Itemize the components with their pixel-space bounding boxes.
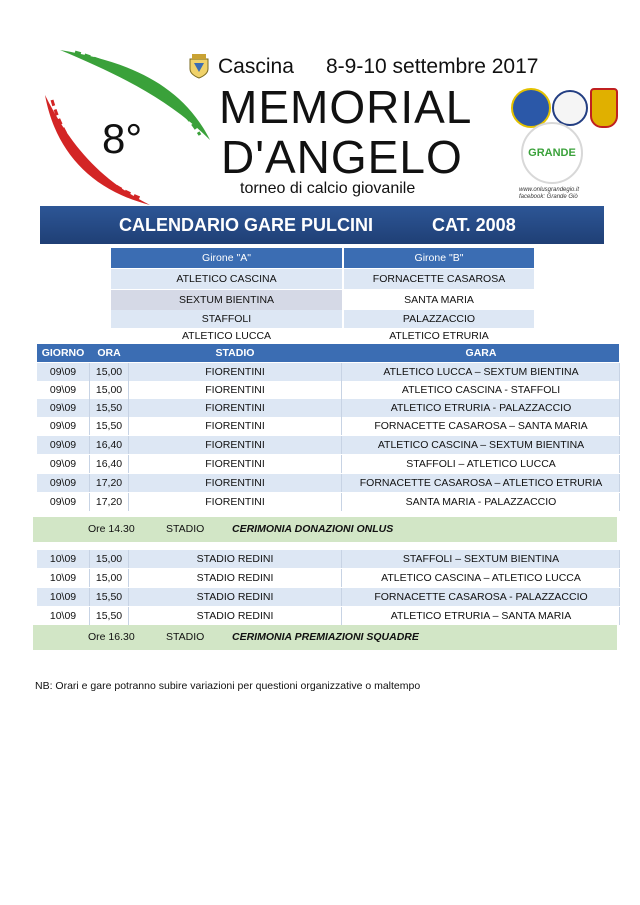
cell-ora: 17,20 (90, 474, 129, 492)
cell-giorno: 09\09 (37, 381, 90, 399)
girone-b-team: ATLETICO ETRURIA (344, 328, 534, 344)
cell-gara: FORNACETTE CASAROSA – ATLETICO ETRURIA (343, 474, 620, 492)
cell-stadio: STADIO REDINI (129, 569, 342, 587)
cell-ora: 15,50 (90, 607, 129, 625)
table-row (37, 588, 619, 606)
cell-gara: ATLETICO CASCINA – ATLETICO LUCCA (343, 569, 620, 587)
sponsor-logo-shield-icon (590, 88, 618, 128)
banner-title: CALENDARIO GARE PULCINI (119, 215, 374, 235)
table-row (37, 381, 619, 399)
cell-gara: ATLETICO CASCINA - STAFFOLI (343, 381, 620, 399)
cell-stadio: FIORENTINI (129, 436, 342, 454)
girone-b-team: SANTA MARIA (344, 290, 534, 310)
cell-ora: 15,00 (90, 363, 129, 381)
table-row (37, 550, 619, 568)
cell-ora: 17,20 (90, 493, 129, 511)
footnote: NB: Orari e gare potranno subire variazioni per questioni organizzative o maltempo (35, 680, 421, 692)
title-memorial: MEMORIAL (219, 81, 473, 133)
cell-stadio: FIORENTINI (129, 493, 342, 511)
header-gara: GARA (465, 347, 497, 359)
cell-stadio: STADIO REDINI (129, 550, 342, 568)
girone-a-team: SEXTUM BIENTINA (111, 290, 342, 310)
cell-stadio: FIORENTINI (129, 474, 342, 492)
title-dangelo: D'ANGELO (221, 131, 463, 183)
table-row (37, 399, 619, 417)
cascina-crest-icon (188, 53, 210, 79)
cell-stadio: FIORENTINI (129, 381, 342, 399)
cell-giorno: 10\09 (37, 550, 90, 568)
grande-gio-logo-text: GRANDE (528, 147, 576, 159)
cell-giorno: 10\09 (37, 588, 90, 606)
cell-giorno: 09\09 (37, 455, 90, 473)
girone-a-team: STAFFOLI (111, 310, 342, 328)
edition-number: 8° (102, 115, 143, 162)
event-title: CERIMONIA DONAZIONI ONLUS (232, 523, 394, 535)
cell-giorno: 09\09 (37, 474, 90, 492)
table-row (37, 436, 619, 454)
cell-stadio: FIORENTINI (129, 455, 342, 473)
cell-giorno: 09\09 (37, 436, 90, 454)
event-time: Ore 14.30 (88, 523, 135, 535)
cell-ora: 15,00 (90, 569, 129, 587)
event-row-premiazioni (33, 625, 617, 650)
cell-stadio: FIORENTINI (129, 363, 342, 381)
cell-gara: FORNACETTE CASAROSA – SANTA MARIA (343, 417, 620, 435)
cell-gara: STAFFOLI – SEXTUM BIENTINA (343, 550, 620, 568)
tournament-dates: 8-9-10 settembre 2017 (326, 55, 539, 78)
table-row (37, 455, 619, 473)
schedule-header-row (37, 344, 619, 362)
cell-ora: 16,40 (90, 436, 129, 454)
girone-a-team: ATLETICO CASCINA (111, 269, 342, 289)
cell-gara: ATLETICO ETRURIA - PALAZZACCIO (343, 399, 620, 417)
calendar-banner (40, 206, 604, 244)
cell-gara: FORNACETTE CASAROSA - PALAZZACCIO (343, 588, 620, 606)
cell-ora: 15,00 (90, 381, 129, 399)
girone-b-team: FORNACETTE CASAROSA (344, 269, 534, 289)
cell-stadio: STADIO REDINI (129, 588, 342, 606)
girone-a-header: Girone "A" (111, 248, 342, 268)
table-row (37, 363, 619, 381)
table-row (37, 607, 619, 625)
sponsor-logo-soccer-icon (552, 90, 588, 126)
cell-gara: SANTA MARIA - PALAZZACCIO (343, 493, 620, 511)
cell-gara: STAFFOLI – ATLETICO LUCCA (343, 455, 620, 473)
grande-gio-logo (521, 122, 583, 184)
cell-giorno: 09\09 (37, 417, 90, 435)
cell-giorno: 09\09 (37, 363, 90, 381)
girone-b-header: Girone "B" (344, 248, 534, 268)
table-row (37, 474, 619, 492)
cell-giorno: 09\09 (37, 493, 90, 511)
event-row-donazioni (33, 517, 617, 542)
cell-ora: 15,50 (90, 399, 129, 417)
table-row (37, 569, 619, 587)
cell-giorno: 10\09 (37, 607, 90, 625)
cell-stadio: FIORENTINI (129, 399, 342, 417)
cell-giorno: 09\09 (37, 399, 90, 417)
website-url: www.onlusgrandegio.it (519, 187, 580, 193)
city-name: Cascina (218, 55, 294, 78)
table-row (37, 493, 619, 511)
event-place: STADIO (166, 523, 205, 535)
event-place: STADIO (166, 631, 205, 643)
event-time: Ore 16.30 (88, 631, 135, 643)
facebook-handle: facebook: Grande Giò (519, 194, 578, 200)
banner-category: CAT. 2008 (432, 215, 516, 235)
cell-gara: ATLETICO ETRURIA – SANTA MARIA (343, 607, 620, 625)
cell-gara: ATLETICO CASCINA – SEXTUM BIENTINA (343, 436, 620, 454)
cell-gara: ATLETICO LUCCA – SEXTUM BIENTINA (343, 363, 620, 381)
header-giorno: GIORNO (41, 347, 85, 359)
girone-a-team: ATLETICO LUCCA (111, 328, 342, 344)
website-info (519, 187, 579, 201)
cell-giorno: 10\09 (37, 569, 90, 587)
cell-stadio: STADIO REDINI (129, 607, 342, 625)
cell-stadio: FIORENTINI (129, 417, 342, 435)
event-title: CERIMONIA PREMIAZIONI SQUADRE (232, 631, 419, 643)
table-row (37, 417, 619, 435)
cell-ora: 16,40 (90, 455, 129, 473)
header-ora: ORA (97, 347, 121, 359)
cell-ora: 15,00 (90, 550, 129, 568)
cell-ora: 15,50 (90, 588, 129, 606)
girone-b-team: PALAZZACCIO (344, 310, 534, 328)
tournament-subtitle: torneo di calcio giovanile (240, 180, 416, 197)
header-stadio: STADIO (215, 347, 255, 359)
cell-ora: 15,50 (90, 417, 129, 435)
